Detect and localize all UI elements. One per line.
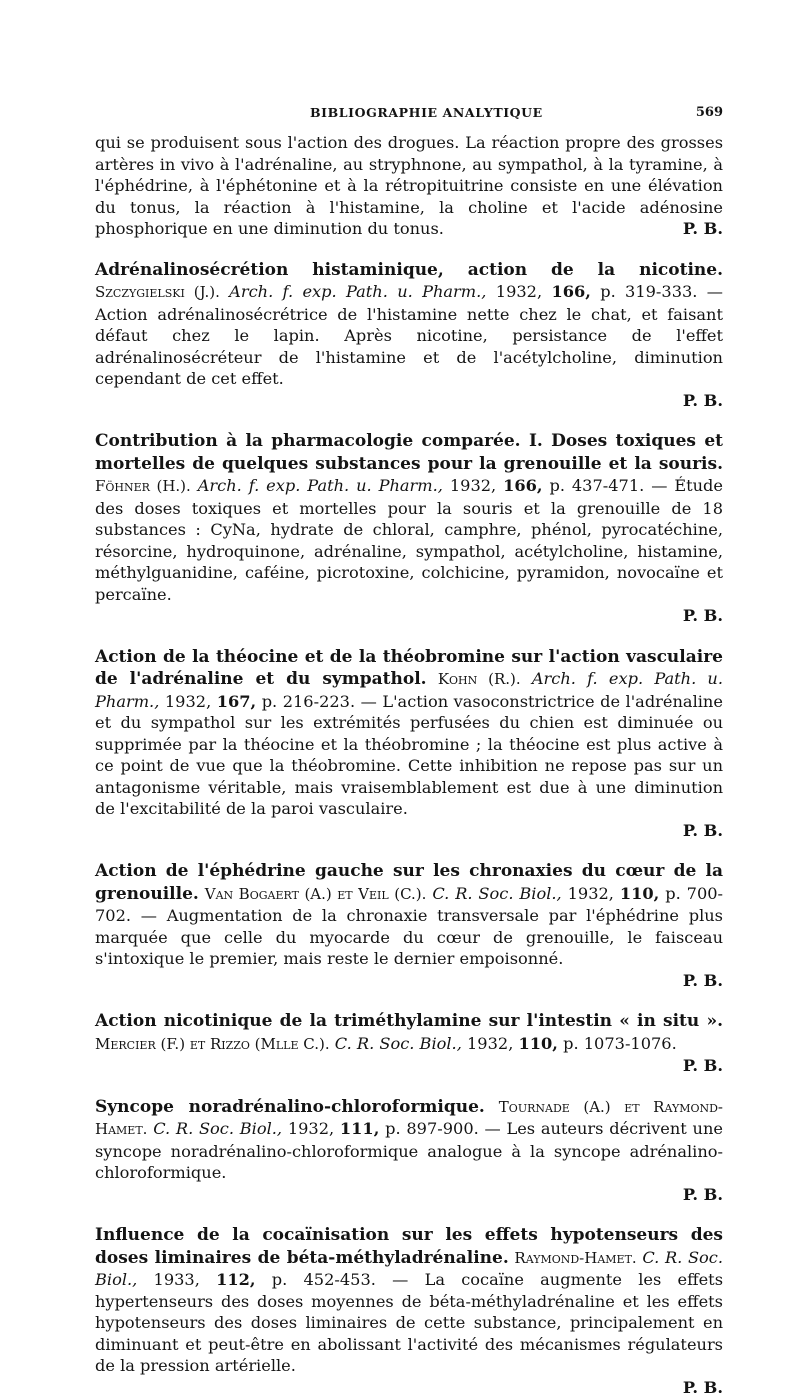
entry-authors: Kohn (R.).: [438, 670, 521, 688]
entry-signature: P. B.: [95, 390, 723, 412]
entry-signature: P. B.: [95, 1184, 723, 1206]
entry-authors: Mercier (F.) et Rizzo (Mlle C.).: [95, 1035, 330, 1053]
entry-abstract: La cocaïne augmente les effets hypertenseurs des doses moyennes de béta-méthyladrénaline et les effets hypotenseurs des doses liminaires de cette substance, principalement en diminuant et peut-être en abolissant l'activité des mécanismes régulateurs de la pression artérielle.: [95, 1270, 723, 1375]
entry-pages: p. 452-453. —: [272, 1270, 409, 1289]
entry-body: [95, 860, 723, 970]
entry-signature: P. B.: [95, 605, 723, 627]
entry-signature: P. B.: [95, 970, 723, 992]
intro-paragraph: [95, 132, 723, 240]
entry-pages: p. 897-900. —: [385, 1119, 501, 1138]
running-title: BIBLIOGRAPHIE ANALYTIQUE: [310, 102, 543, 124]
entry-body: [95, 1224, 723, 1377]
entry-volume: 110,: [620, 884, 659, 903]
entry-abstract: Étude des doses toxiques et mortelles pour la souris et la grenouille de 18 substances : CyNa, hydrate de chloral, camphre, phénol, pyrocatéchine, résorcine, hydroquinone, adrénaline, sympathol, acétylcholine, histamine, méthylguanidine, caféine, picrotoxine, colchicine, pyramidon, novocaïne et percaïne.: [95, 476, 723, 604]
entry-volume: 167,: [217, 692, 256, 711]
entry-volume: 166,: [503, 476, 542, 495]
entry-title: Action de la théocine et de la théobromine sur l'action vasculaire de l'adrénaline et du sympathol.: [95, 647, 723, 690]
entry-signature: P. B.: [95, 820, 723, 842]
entry-journal: Arch. f. exp. Path. u. Pharm.,: [198, 476, 443, 495]
entry-pages: p. 437-471. —: [549, 476, 667, 495]
bibliography-entries: [95, 259, 723, 1398]
document-page: [95, 0, 723, 1398]
entry-journal: C. R. Soc. Biol.,: [432, 884, 561, 903]
entry-year: 1932,: [568, 884, 614, 903]
entry-year: 1932,: [450, 476, 496, 495]
entry-year: 1932,: [496, 282, 542, 301]
entry-volume: 110,: [519, 1034, 558, 1053]
bibliography-entry: [95, 1224, 723, 1398]
entry-year: 1932,: [288, 1119, 334, 1138]
entry-body: [95, 1010, 723, 1055]
entry-volume: 112,: [216, 1270, 255, 1289]
entry-pages: p. 216-223. —: [262, 692, 377, 711]
entry-body: [95, 646, 723, 820]
entry-pages: p. 1073-1076.: [563, 1034, 677, 1053]
entry-pages: p. 700-702. —: [95, 884, 723, 926]
entry-title: Action nicotinique de la triméthylamine sur l'intestin « in situ ».: [95, 1011, 723, 1031]
entry-year: 1932,: [467, 1034, 513, 1053]
bibliography-entry: [95, 259, 723, 412]
entry-authors: Föhner (H.).: [95, 477, 191, 495]
entry-authors: Tournade (A.) et Raymond-Hamet.: [95, 1098, 723, 1139]
entry-abstract: L'action vasoconstrictrice de l'adrénaline et du sympathol sur les extrémités perfusées du chien est diminuée ou supprimée par la théocine et la théobromine ; la théocine est plus active à ce point de vue que la théobromine. Cette inhibition ne repose pas sur un antagonisme véritable, mais vraisemblablement est due à une diminution de l'excitabilité de la paroi vasculaire.: [95, 692, 723, 819]
entry-abstract: Action adrénalinosécrétrice de l'histamine nette chez le chat, et faisant défaut chez le lapin. Après nicotine, persistance de l'effet adrénalinosécréteur de l'histamine et de l'acétylcholine, diminution cependant de cet effet.: [95, 305, 723, 389]
intro-text: qui se produisent sous l'action des drogues. La réaction propre des grosses artères in vivo à l'adrénaline, au stryphnone, au sympathol, à la tyramine, à l'éphédrine, à l'éphétonine et à la rétropituitrine consiste en une élévation du tonus, la réaction à l'histamine, la choline et l'acide adénosine phosphorique en une diminution du tonus.: [95, 133, 723, 238]
bibliography-entry: [95, 860, 723, 991]
entry-journal: C. R. Soc. Biol.,: [335, 1034, 462, 1053]
entry-abstract: Augmentation de la chronaxie transversale par l'éphédrine plus marquée que celle du myocarde du cœur de grenouille, le faisceau s'intoxique le premier, mais reste le dernier empoisonné.: [95, 906, 723, 968]
entry-authors: Raymond-Hamet.: [514, 1249, 636, 1267]
entry-year: 1933,: [154, 1270, 200, 1289]
bibliography-entry: [95, 646, 723, 842]
entry-title: Influence de la cocaïnisation sur les effets hypotenseurs des doses liminaires de béta-méthyladrénaline.: [95, 1225, 723, 1268]
page-number: 569: [696, 102, 723, 124]
entry-body: [95, 430, 723, 605]
bibliography-entry: [95, 430, 723, 627]
entry-journal: C. R. Soc. Biol.,: [95, 1248, 723, 1290]
bibliography-entry: [95, 1010, 723, 1077]
entry-signature: P. B.: [95, 1055, 723, 1077]
entry-title: Adrénalinosécrétion histaminique, action de la nicotine.: [95, 260, 723, 280]
entry-pages: p. 319-333. —: [600, 282, 723, 301]
entry-authors: Szczygielski (J.).: [95, 283, 220, 301]
entry-title: Syncope noradrénalino-chloroformique.: [95, 1097, 485, 1117]
entry-volume: 111,: [340, 1119, 379, 1138]
entry-body: [95, 259, 723, 390]
entry-authors: Van Bogaert (A.) et Veil (C.).: [205, 885, 427, 903]
entry-volume: 166,: [551, 282, 590, 301]
intro-signature: P. B.: [683, 218, 723, 240]
entry-journal: C. R. Soc. Biol.,: [153, 1119, 282, 1138]
bibliography-entry: [95, 1096, 723, 1206]
entry-title: Action de l'éphédrine gauche sur les chronaxies du cœur de la grenouille.: [95, 861, 723, 904]
entry-abstract: Les auteurs décrivent une syncope noradrénalino-chloroformique analogue à la syncope adrénalino-chloroformique.: [95, 1119, 723, 1182]
entry-year: 1932,: [165, 692, 211, 711]
entry-title: Contribution à la pharmacologie comparée. I. Doses toxiques et mortelles de quelques substances pour la grenouille et la souris.: [95, 431, 723, 474]
entry-journal: Arch. f. exp. Path. u. Pharm.,: [95, 669, 723, 711]
running-header: [95, 102, 723, 122]
entry-signature: P. B.: [95, 1377, 723, 1398]
entry-journal: Arch. f. exp. Path. u. Pharm.,: [229, 282, 486, 301]
entry-body: [95, 1096, 723, 1184]
